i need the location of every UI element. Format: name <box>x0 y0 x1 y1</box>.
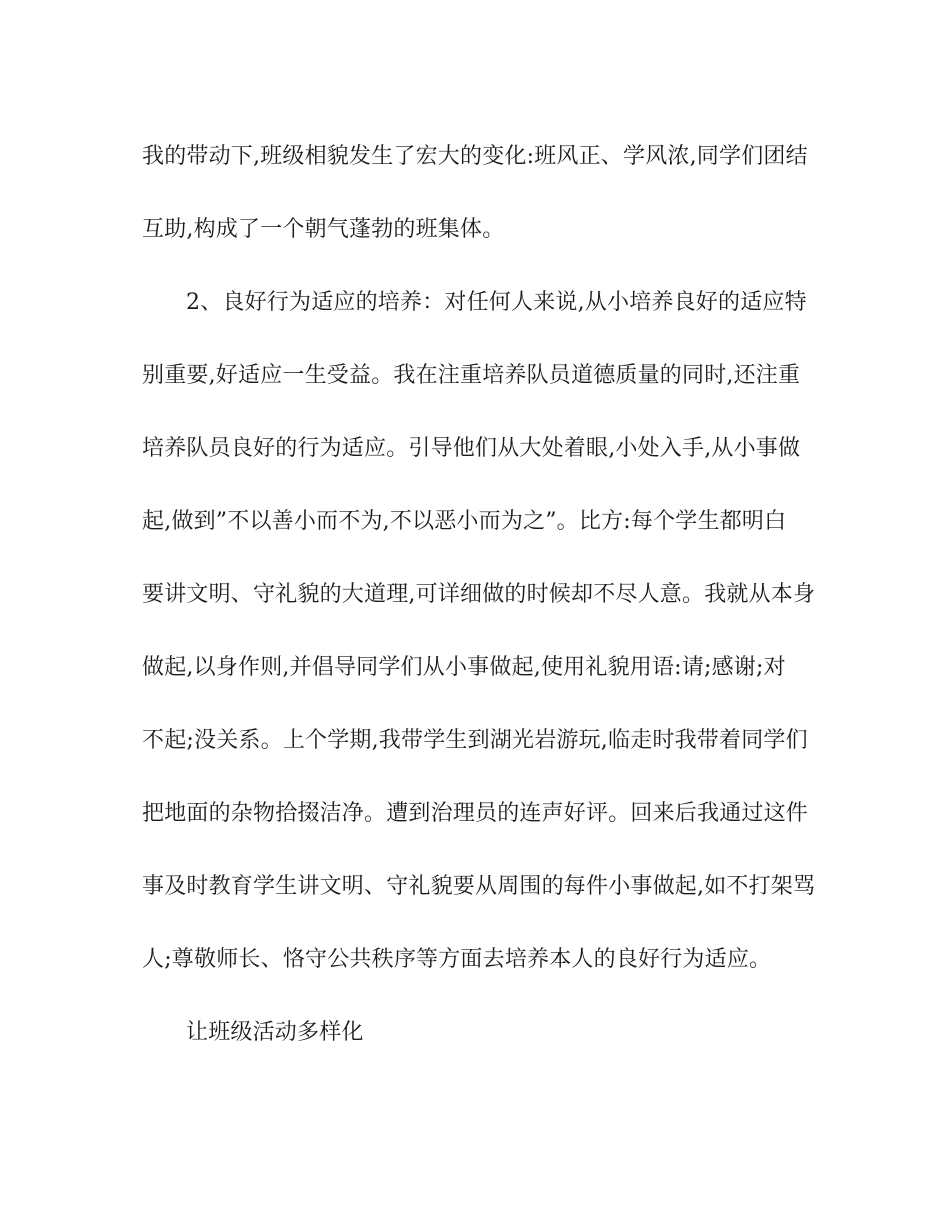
paragraph-line: 要讲文明、守礼貌的大道理,可详细做的时候却不尽人意。我就从本身 <box>142 582 816 607</box>
paragraph-line: 别重要,好适应一生受益。我在注重培养队员道德质量的同时,还注重 <box>142 363 801 388</box>
paragraph-line: 培养队员良好的行为适应。引导他们从大处着眼,小处入手,从小事做 <box>142 436 801 461</box>
paragraph-line: 2、良好行为适应的培养：对任何人来说,从小培养良好的适应特 <box>186 290 807 315</box>
paragraph-line: 不起;没关系。上个学期,我带学生到湖光岩游玩,临走时我带着同学们 <box>142 728 808 753</box>
section-heading: 让班级活动多样化 <box>186 1020 364 1045</box>
paragraph-line: 我的带动下,班级相貌发生了宏大的变化:班风正、学风浓,同学们团结 <box>142 144 808 169</box>
paragraph-line: 互助,构成了一个朝气蓬勃的班集体。 <box>142 217 505 242</box>
paragraph-line: 起,做到”不以善小而不为,不以恶小而为之”。比方:每个学生都明白 <box>142 509 787 534</box>
paragraph-line: 做起,以身作则,并倡导同学们从小事做起,使用礼貌用语:请;感谢;对 <box>142 655 786 680</box>
paragraph-line: 把地面的杂物拾掇洁净。遭到治理员的连声好评。回来后我通过这件 <box>142 801 809 826</box>
paragraph-line: 人;尊敬师长、恪守公共秩序等方面去培养本人的良好行为适应。 <box>142 947 772 972</box>
paragraph-line: 事及时教育学生讲文明、守礼貌要从周围的每件小事做起,如不打架骂 <box>142 874 816 899</box>
